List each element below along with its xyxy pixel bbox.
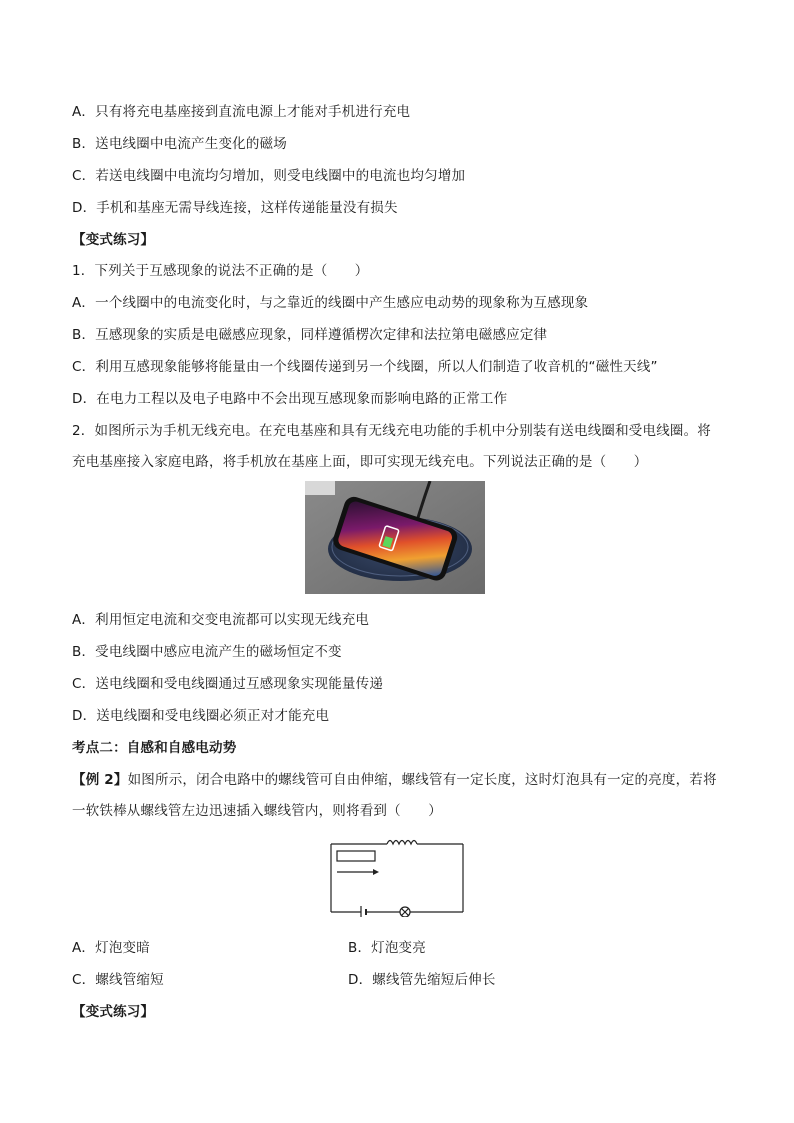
q2-stem-line2: 充电基座接入家庭电路，将手机放在基座上面，即可实现无线充电。下列说法正确的是（ ） bbox=[72, 454, 648, 470]
q2-option-b: B．受电线圈中感应电流产生的磁场恒定不变 bbox=[72, 644, 342, 660]
example-option-a: A．灯泡变暗 bbox=[72, 940, 150, 956]
q1-option-d: D．在电力工程以及电子电路中不会出现互感现象而影响电路的正常工作 bbox=[72, 391, 508, 407]
solenoid-circuit-diagram bbox=[325, 832, 470, 917]
q2-stem-line1: 2．如图所示为手机无线充电。在充电基座和具有无线充电功能的手机中分别装有送电线圈和受电线圈。将 bbox=[72, 423, 711, 439]
practice-heading-2: 【变式练习】 bbox=[72, 1004, 155, 1020]
example-option-c: C．螺线管缩短 bbox=[72, 972, 164, 988]
example-option-b: B．灯泡变亮 bbox=[348, 940, 426, 956]
practice-heading: 【变式练习】 bbox=[72, 232, 155, 248]
q1-option-a: A．一个线圈中的电流变化时，与之靠近的线圈中产生感应电动势的现象称为互感现象 bbox=[72, 295, 589, 311]
q1-option-b: B．互感现象的实质是电磁感应现象，同样遵循楞次定律和法拉第电磁感应定律 bbox=[72, 327, 548, 343]
example-option-d: D．螺线管先缩短后伸长 bbox=[348, 972, 496, 988]
q1-stem: 1．下列关于互感现象的说法不正确的是（ ） bbox=[72, 263, 369, 279]
q2-option-a: A．利用恒定电流和交变电流都可以实现无线充电 bbox=[72, 612, 370, 628]
example-text-1: 如图所示，闭合电路中的螺线管可自由伸缩，螺线管有一定长度，这时灯泡具有一定的亮度，若将 bbox=[127, 772, 717, 788]
q2-option-c: C．送电线圈和受电线圈通过互感现象实现能量传递 bbox=[72, 676, 384, 692]
example-label: 【例 2】 bbox=[72, 772, 128, 788]
example-2-line1 bbox=[72, 771, 717, 789]
example-2-line2: 一软铁棒从螺线管左边迅速插入螺线管内，则将看到（ ） bbox=[72, 803, 442, 819]
q2-option-d: D．送电线圈和受电线圈必须正对才能充电 bbox=[72, 708, 330, 724]
option-c: C．若送电线圈中电流均匀增加，则受电线圈中的电流也均匀增加 bbox=[72, 168, 466, 184]
option-a: A．只有将充电基座接到直流电源上才能对手机进行充电 bbox=[72, 104, 411, 120]
q1-option-c: C．利用互感现象能够将能量由一个线圈传递到另一个线圈，所以人们制造了收音机的“磁性天线” bbox=[72, 359, 658, 375]
option-d: D．手机和基座无需导线连接，这样传递能量没有损失 bbox=[72, 200, 398, 216]
section-title: 考点二：自感和自感电动势 bbox=[72, 740, 237, 756]
option-b: B．送电线圈中电流产生变化的磁场 bbox=[72, 136, 287, 152]
wireless-charging-photo bbox=[305, 481, 485, 594]
